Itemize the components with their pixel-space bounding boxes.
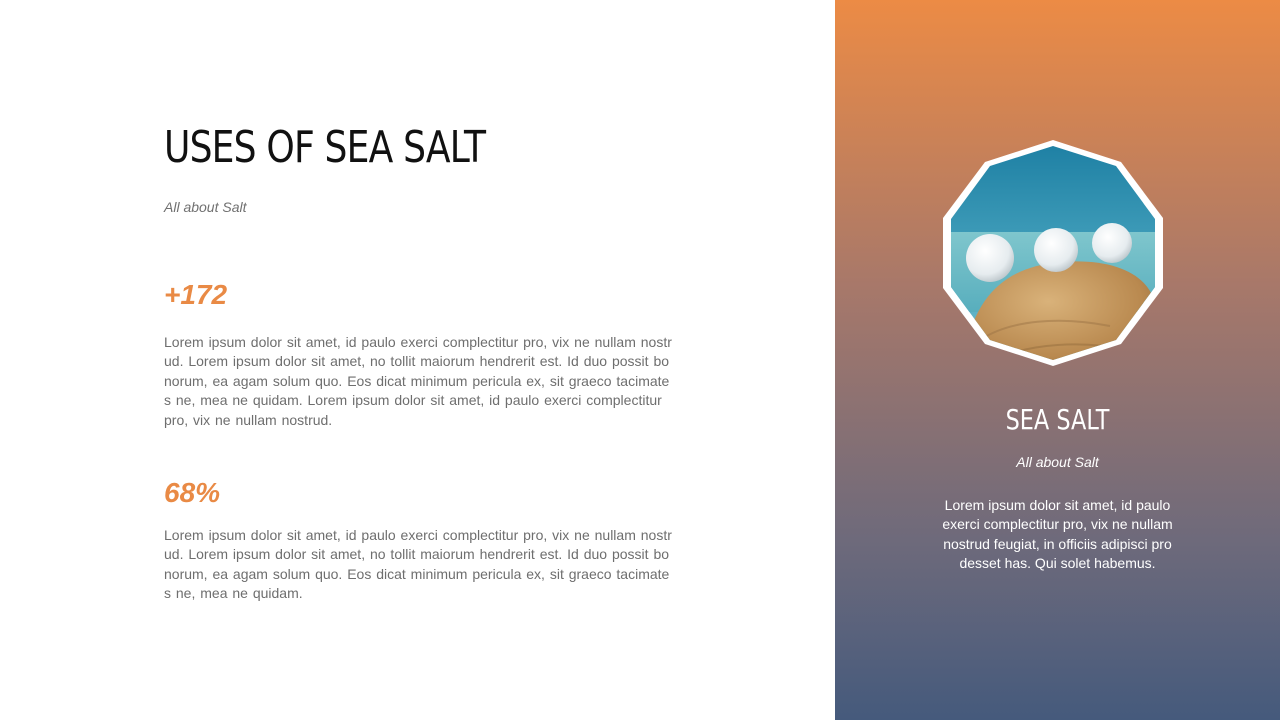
stat-value-1: +172 — [164, 279, 228, 310]
panel-description: Lorem ipsum dolor sit amet, id paulo exerci complectitur pro, vix ne nullam nostrud feugiat, in officiis adipisci pro desset has. Qui solet habemus. — [942, 497, 1173, 572]
stat-description-1: Lorem ipsum dolor sit amet, id paulo exerci complectitur pro, vix ne nullam nostrud. Lorem ipsum dolor sit amet, no tollit maiorum hendrerit est. Id duo possit bonorum, ea agam solum quo. Eos dicat minimum pericula ex, sit graeco tacimates ne, mea ne quidam. Lorem ipsum dolor sit amet, id paulo exerci complectitur pro, vix ne nullam nostrud. — [164, 334, 672, 428]
stat-description-2: Lorem ipsum dolor sit amet, id paulo exerci complectitur pro, vix ne nullam nostrud. Lorem ipsum dolor sit amet, no tollit maiorum hendrerit est. Id duo possit bonorum, ea agam solum quo. Eos dicat minimum pericula ex, sit graeco tacimates ne, mea ne quidam. — [164, 527, 672, 602]
panel-title: SEA SALT — [1005, 403, 1110, 436]
salt-crystals-on-rock-photo — [940, 140, 1166, 366]
slide-title: USES OF SEA SALT — [164, 122, 486, 173]
stat-value-2: 68% — [164, 477, 221, 508]
panel-subtitle: All about Salt — [1016, 454, 1099, 470]
side-panel — [835, 0, 1280, 720]
slide-subtitle: All about Salt — [164, 199, 247, 215]
